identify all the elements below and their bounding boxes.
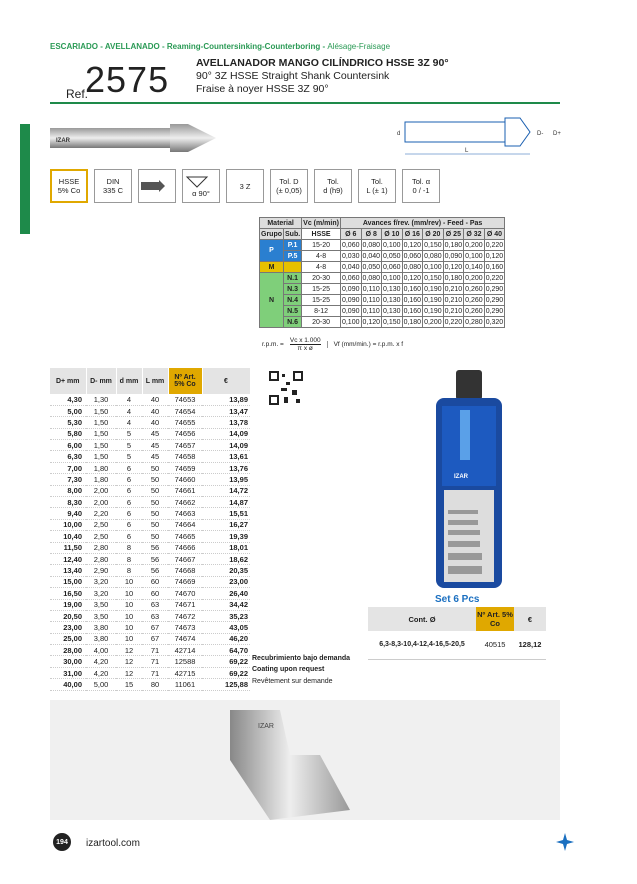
material-row: N.6 20-30 0,100 0,120 0,150 0,180 0,200 0,220 0,280 0,320 bbox=[260, 317, 505, 328]
dim-dminus: D- bbox=[537, 131, 544, 137]
set-label: Set 6 Pcs bbox=[435, 594, 480, 605]
table-row: 8,30 2,00 6 50 74662 14,87 bbox=[50, 497, 250, 508]
table-row: 5,00 1,50 4 40 74654 13,47 bbox=[50, 405, 250, 416]
material-row: N.5 8-12 0,090 0,110 0,130 0,160 0,190 0,210 0,260 0,290 bbox=[260, 306, 505, 317]
coating-notes: Recubrimiento bajo demanda Coating upon request Revêtement sur demande bbox=[252, 655, 351, 685]
website-link[interactable]: izartool.com bbox=[86, 838, 140, 849]
table-row: 40,00 5,00 15 80 11061 125,88 bbox=[50, 679, 250, 690]
table-row: 5,80 1,50 5 45 74656 14,09 bbox=[50, 428, 250, 439]
dim-d: d bbox=[397, 131, 401, 137]
brand-logo-icon bbox=[555, 832, 575, 852]
spec-flutes: 3 Z bbox=[226, 169, 264, 203]
table-row: 16,50 3,20 10 60 74670 26,40 bbox=[50, 588, 250, 599]
spec-tol-h9: Tol. d (h9) bbox=[314, 169, 352, 203]
product-table: D+ mm D- mm d mm L mm Nº Art. 5% Co € 4,30 1,30 4 40 74653 13,89 5,00 1,50 4 40 74654 13,47 5,30 1,50 4 40 74655 13,78 5,80 1,50 5 45 74656 14,09 6,00 1,50 5 45 74657 14,09 6,30 1,50 5 45 74658 13,61 7,00 1,80 6 50 74659 13,76 7,30 1,80 6 50 74660 13,95 8,00 2,00 6 50 74661 14,72 8,30 2,00 6 50 74662 14,87 9,40 2,20 6 50 74663 15,51 10,00 2,50 6 50 74664 16,27 10,40 2,50 6 50 74665 19,39 11,50 2,80 8 56 74666 18,01 12,40 2,80 8 56 74667 18,62 13,40 2,90 8 56 74668 20,35 15,00 3,20 10 60 74669 23,00 16,50 3,20 10 60 74670 26,40 19,00 3,50 10 63 74671 34,42 20,50 3,50 10 63 74672 35,23 23,00 3,80 10 67 74673 43,05 25,00 3,80 10 67 74674 46,20 28,00 4,00 12 71 42714 64,70 30,00 4,20 12 71 12588 69,22 31,00 4,20 12 71 42715 69,22 40,00 5,00 15 80 11061 125,88 bbox=[50, 368, 251, 691]
table-row: 31,00 4,20 12 71 42715 69,22 bbox=[50, 667, 250, 678]
dim-L: L bbox=[465, 148, 469, 154]
set-table: Cont. Ø Nº Art. 5% Co € 6,3-8,3-10,4-12,4-16,5-20,5 40515 128,12 bbox=[368, 607, 546, 660]
spec-tol-d: Tol. D (± 0,05) bbox=[270, 169, 308, 203]
material-row: P.5 4-8 0,030 0,040 0,050 0,060 0,080 0,090 0,100 0,120 bbox=[260, 251, 505, 262]
table-row: 23,00 3,80 10 67 74673 43,05 bbox=[50, 622, 250, 633]
table-row: 4,30 1,30 4 40 74653 13,89 bbox=[50, 394, 250, 405]
tool-photo bbox=[50, 700, 560, 820]
header-divider bbox=[50, 102, 560, 104]
dim-dplus: D+ bbox=[553, 131, 561, 137]
table-row: 13,40 2,90 8 56 74668 20,35 bbox=[50, 565, 250, 576]
spec-material: HSSE 5% Co bbox=[50, 169, 88, 203]
case-brand: IZAR bbox=[454, 474, 468, 480]
material-row: P P.1 15-20 0,060 0,080 0,100 0,120 0,150 0,180 0,200 0,220 bbox=[260, 240, 505, 251]
category-breadcrumb: ESCARIADO - AVELLANADO - Reaming-Countersinking-Counterboring - Alésage-Fraisage bbox=[50, 42, 391, 51]
product-titles bbox=[196, 57, 449, 96]
table-row: 20,50 3,50 10 63 74672 35,23 bbox=[50, 610, 250, 621]
qr-code[interactable] bbox=[268, 370, 304, 406]
title-en: 90° 3Z HSSE Straight Shank Countersink bbox=[196, 70, 390, 82]
table-row: 7,30 1,80 6 50 74660 13,95 bbox=[50, 474, 250, 485]
page-number: 194 bbox=[53, 833, 71, 851]
shank-icon bbox=[138, 169, 176, 203]
material-row: N N.1 20-30 0,060 0,080 0,100 0,120 0,150 0,180 0,200 0,220 bbox=[260, 273, 505, 284]
formula: r.p.m. = $\frac{\text{Vc x 1.000}}{\text{π x ø}}$ Vf (mm/min.) = r.p.m. x f bbox=[262, 337, 404, 352]
title-es: AVELLANADOR MANGO CILÍNDRICO HSSE 3Z 90° bbox=[196, 57, 449, 69]
table-row: 6,30 1,50 5 45 74658 13,61 bbox=[50, 451, 250, 462]
table-row: 7,00 1,80 6 50 74659 13,76 bbox=[50, 462, 250, 473]
title-fr: Fraise à noyer HSSE 3Z 90° bbox=[196, 83, 329, 95]
spec-angle: α 90° bbox=[182, 169, 220, 203]
table-row: 11,50 2,80 8 56 74666 18,01 bbox=[50, 542, 250, 553]
table-row: 5,30 1,50 4 40 74655 13,78 bbox=[50, 417, 250, 428]
table-row: 30,00 4,20 12 71 12588 69,22 bbox=[50, 656, 250, 667]
brand-mark: IZAR bbox=[56, 138, 70, 144]
table-row: 15,00 3,20 10 60 74669 23,00 bbox=[50, 576, 250, 587]
table-row: 10,40 2,50 6 50 74665 19,39 bbox=[50, 531, 250, 542]
photo-brand: IZAR bbox=[258, 723, 274, 730]
material-row: N.4 15-25 0,090 0,110 0,130 0,160 0,190 0,210 0,260 0,290 bbox=[260, 295, 505, 306]
ref-label: Ref. bbox=[66, 87, 89, 101]
table-row: 6,00 1,50 5 45 74657 14,09 bbox=[50, 440, 250, 451]
material-row: N.3 15-25 0,090 0,110 0,130 0,160 0,190 0,210 0,260 0,290 bbox=[260, 284, 505, 295]
table-row: 12,40 2,80 8 56 74667 18,62 bbox=[50, 553, 250, 564]
table-row: 25,00 3,80 10 67 74674 46,20 bbox=[50, 633, 250, 644]
table-row: 19,00 3,50 10 63 74671 34,42 bbox=[50, 599, 250, 610]
set-case-image bbox=[434, 370, 504, 595]
technical-drawing bbox=[395, 114, 565, 159]
table-row: 10,00 2,50 6 50 74664 16,27 bbox=[50, 519, 250, 530]
spec-tol-l: Tol. L (± 1) bbox=[358, 169, 396, 203]
material-row: M 4-8 0,040 0,050 0,060 0,080 0,100 0,120 0,140 0,160 bbox=[260, 262, 505, 273]
table-row: 8,00 2,00 6 50 74661 14,72 bbox=[50, 485, 250, 496]
side-accent-bar bbox=[20, 124, 30, 234]
spec-tol-alpha: Tol. α 0 / -1 bbox=[402, 169, 440, 203]
spec-din: DIN 335 C bbox=[94, 169, 132, 203]
table-row: 9,40 2,20 6 50 74663 15,51 bbox=[50, 508, 250, 519]
table-row: 28,00 4,00 12 71 42714 64,70 bbox=[50, 645, 250, 656]
tool-image bbox=[48, 120, 218, 156]
ref-number: 2575 bbox=[85, 59, 170, 100]
cutting-data-table: Material Vc (m/min) Avances f/rev. (mm/rev) - Feed - Pas Grupo Sub. HSSE Ø 6 Ø 8 Ø 10 Ø 16 Ø 20 Ø 25 Ø 32 Ø 40 P P.1 15-20 0,060 0,080 0,100 0,120 0,150 0,180 0,200 0,220 P.5 4-8 0,030 0,040 0,050 0,060 0,080 0,090 0,100 0,120 M 4-8 0,040 0,050 0,060 0,080 0,100 0,120 0,140 0,160 N N.1 20-30 0,060 0,080 0,100 0,120 0,150 0,180 0,200 0,220 N.3 15-25 0,090 0,110 0,130 0,160 0,190 0,210 0,260 0,290 N.4 15-25 0,090 0,110 0,130 0,160 0,190 0,210 0,260 0,290 N.5 8-12 0,090 0,110 0,130 0,160 0,190 0,210 0,260 0,290 N.6 20-30 0,100 0,120 0,150 0,180 0,200 0,220 0,280 0,320 bbox=[261, 219, 504, 326]
spec-icons bbox=[50, 169, 440, 203]
